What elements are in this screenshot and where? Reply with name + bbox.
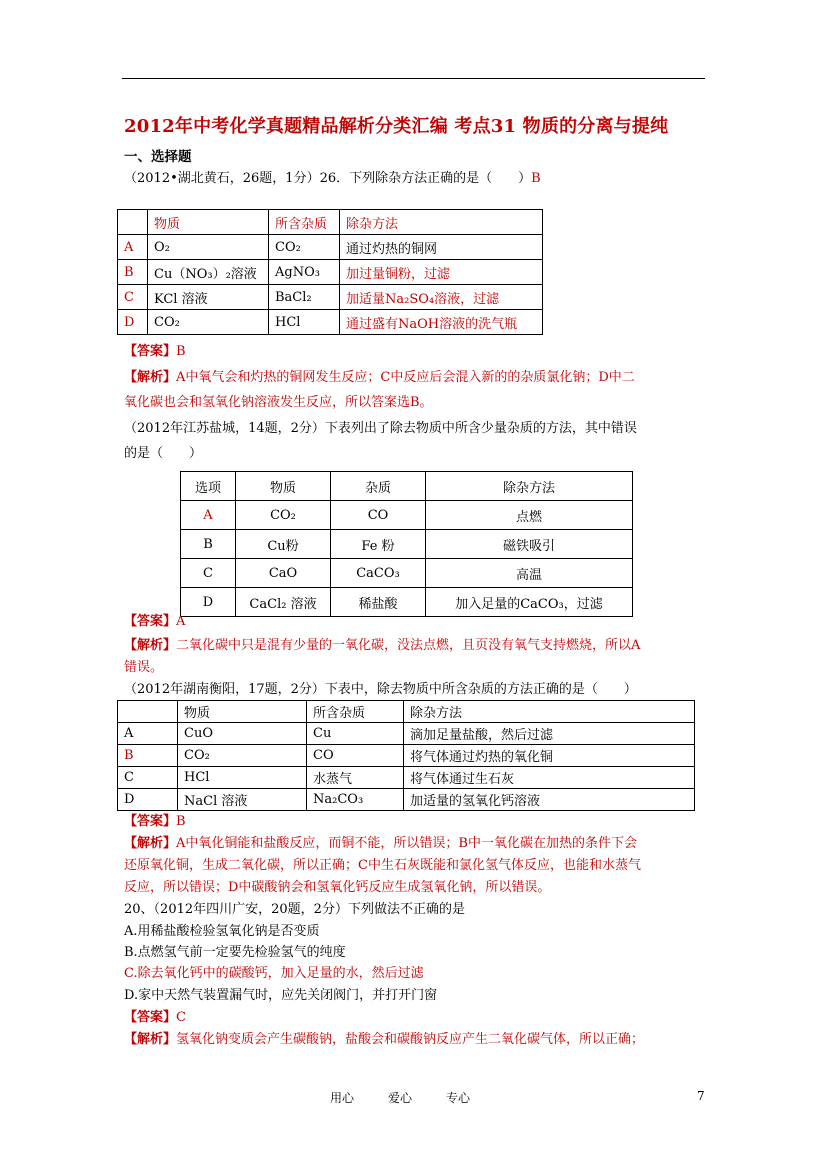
- q2-answer: 【答案】A: [124, 614, 186, 629]
- q4-answer: 【答案】C: [124, 1010, 186, 1025]
- q3-table: [117, 700, 695, 811]
- q3-analysis: 【解析】A中氧化铜能和盐酸反应，而铜不能，所以错误；B中一氧化碳在加热的条件下会: [124, 836, 637, 851]
- footer-word: 爱心: [388, 1091, 413, 1105]
- q4-option-a: A.用稀盐酸检验氢氧化钠是否变质: [124, 924, 320, 939]
- q4-stem: 20、（2012年四川广安，20题，2分）下列做法不正确的是: [124, 902, 465, 917]
- page-title: 2012年中考化学真题精品解析分类汇编 考点31 物质的分离与提纯: [124, 116, 669, 137]
- table-row: C CaO CaCO₃ 高温: [181, 559, 633, 588]
- q2-analysis: 【解析】二氧化碳中只是混有少量的一氧化碳，没法点燃，且页没有氧气支持燃烧，所以A: [124, 638, 641, 653]
- table-row: B CO₂ CO 将气体通过灼热的氧化铜: [118, 745, 695, 767]
- q1-analysis-cont: 氧化碳也会和氢氧化钠溶液发生反应，所以答案选B。: [124, 395, 433, 410]
- q1-table: [117, 209, 543, 335]
- table-row: C KCl 溶液 BaCl₂ 加适量Na₂SO₄溶液，过滤: [118, 285, 543, 310]
- table-row: A O₂ CO₂ 通过灼热的铜网: [118, 235, 543, 260]
- q2-stem-cont: 的是（ ）: [124, 446, 203, 461]
- q1-answer: 【答案】B: [124, 344, 186, 359]
- q4-option-b: B.点燃氢气前一定要先检验氢气的纯度: [124, 945, 346, 960]
- table-header-row: 选项 物质 杂质 除杂方法: [181, 472, 633, 501]
- q4-option-c: C.除去氧化钙中的碳酸钙，加入足量的水，然后过滤: [124, 966, 424, 981]
- q4-option-d: D.家中天然气装置漏气时，应先关闭阀门，并打开门窗: [124, 988, 438, 1003]
- section-heading: 一、选择题: [124, 149, 192, 165]
- q2-analysis-cont: 错误。: [124, 660, 164, 675]
- page-number: 7: [697, 1089, 705, 1103]
- table-row: C HCl 水蒸气 将气体通过生石灰: [118, 767, 695, 789]
- header-rule: [122, 78, 705, 79]
- table-row: B Cu粉 Fe 粉 磁铁吸引: [181, 530, 633, 559]
- table-row: B Cu（NO₃）₂溶液 AgNO₃ 加过量铜粉，过滤: [118, 260, 543, 285]
- q1-stem-answer: B: [531, 171, 541, 186]
- q2-stem: （2012年江苏盐城，14题，2分）下表列出了除去物质中所含少量杂质的方法，其中错误: [124, 421, 637, 436]
- q3-stem: （2012年湖南衡阳，17题，2分）下表中，除去物质中所含杂质的方法正确的是（ ）: [124, 682, 637, 697]
- table-header-row: 物质 所含杂质 除杂方法: [118, 210, 543, 235]
- table-row: D CaCl₂ 溶液 稀盐酸 加入足量的CaCO₃，过滤: [181, 588, 633, 617]
- table-row: A CuO Cu 滴加足量盐酸，然后过滤: [118, 723, 695, 745]
- q2-table: [180, 471, 633, 617]
- footer-word: 用心: [330, 1091, 355, 1105]
- table-row: D CO₂ HCl 通过盛有NaOH溶液的洗气瓶: [118, 310, 543, 335]
- table-header-row: 物质 所含杂质 除杂方法: [118, 701, 695, 723]
- table-row: D NaCl 溶液 Na₂CO₃ 加适量的氢氧化钙溶液: [118, 789, 695, 811]
- table-row: A CO₂ CO 点燃: [181, 501, 633, 530]
- q1-stem: （2012•湖北黄石，26题，1分）26．下列除杂方法正确的是（ ）B: [124, 171, 541, 186]
- q4-analysis: 【解析】氢氧化钠变质会产生碳酸钠，盐酸会和碳酸钠反应产生二氧化碳气体，所以正确；: [124, 1032, 645, 1047]
- q3-answer: 【答案】B: [124, 814, 186, 829]
- q3-analysis-cont: 反应，所以错误；D中碳酸钠会和氢氧化钙反应生成氢氧化钠，所以错误。: [124, 880, 551, 895]
- q3-analysis-cont: 还原氧化铜，生成二氧化碳，所以正确；C中生石灰既能和氯化氢气体反应，也能和水蒸气: [124, 858, 641, 873]
- q1-analysis: 【解析】A中氧气会和灼热的铜网发生反应；C中反应后会混入新的的杂质氯化钠；D中二: [124, 370, 635, 385]
- footer-word: 专心: [446, 1091, 471, 1105]
